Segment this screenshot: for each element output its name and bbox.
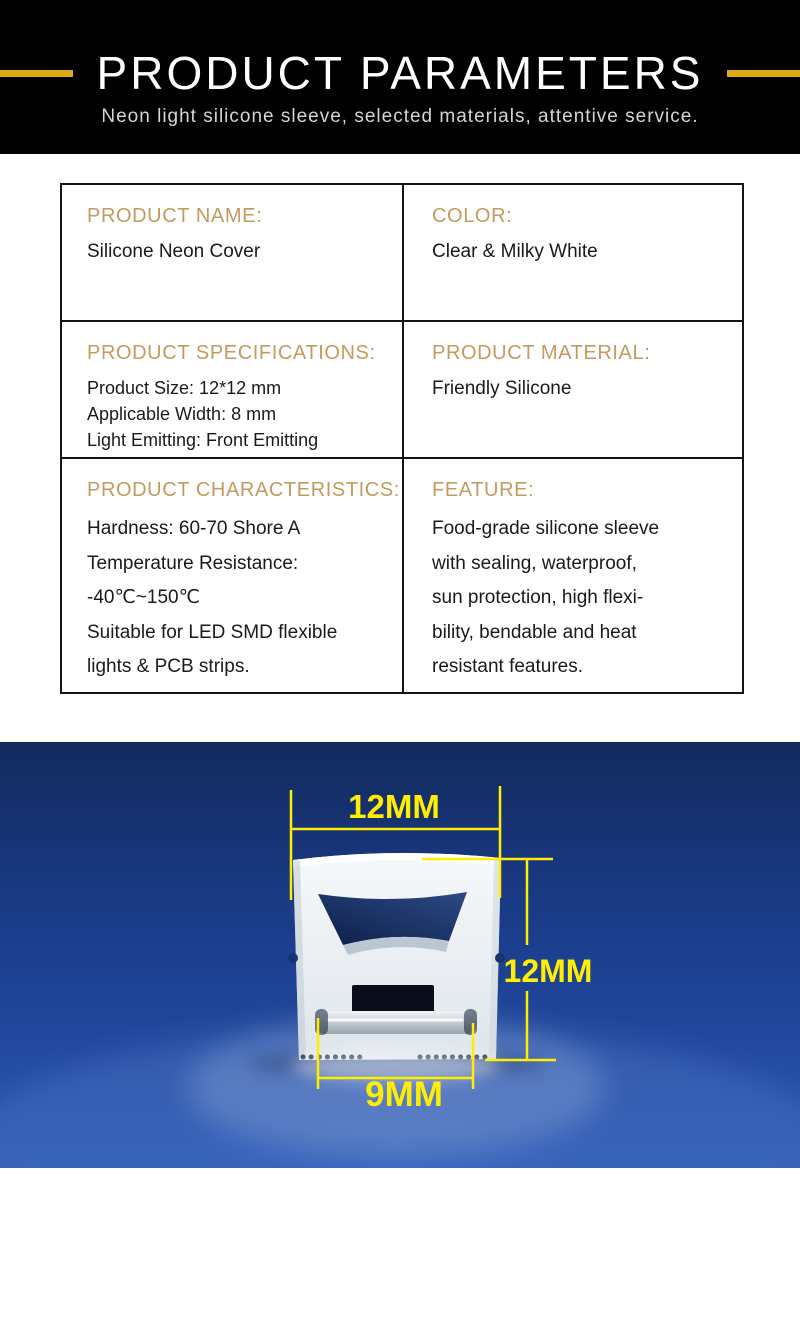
specifications-heading: PRODUCT SPECIFICATIONS: <box>87 342 376 364</box>
spec-emitting: Light Emitting: Front Emitting <box>87 430 319 450</box>
spec-size: Product Size: 12*12 mm <box>87 378 282 398</box>
color-heading: COLOR: <box>432 205 513 227</box>
cell-feature <box>402 459 742 692</box>
parameters-table <box>60 183 744 694</box>
product-name-heading: PRODUCT NAME: <box>87 205 263 227</box>
feature-line-5: resistant features. <box>432 656 584 677</box>
feature-line-3: sun protection, high flexi- <box>432 587 644 608</box>
pcb-strip <box>316 1011 477 1034</box>
feature-heading: FEATURE: <box>432 479 535 501</box>
page-subtitle: Neon light silicone sleeve, selected materials, attentive service. <box>101 106 699 127</box>
title-row <box>0 47 800 99</box>
dim-top-width-label: 12MM <box>348 788 440 825</box>
product-slot <box>352 985 434 1014</box>
product-name-value: Silicone Neon Cover <box>87 241 261 262</box>
material-heading: PRODUCT MATERIAL: <box>432 342 651 364</box>
char-suitable-2: lights & PCB strips. <box>87 656 250 677</box>
char-temp-range: -40℃~150℃ <box>87 587 200 608</box>
dim-side-height-label: 12MM <box>503 953 593 989</box>
char-hardness: Hardness: 60-70 Shore A <box>87 518 301 539</box>
page-header <box>0 0 800 154</box>
notch-left <box>288 953 298 963</box>
strip-shadow-right <box>464 1009 477 1035</box>
char-suitable-1: Suitable for LED SMD flexible <box>87 621 338 643</box>
spec-width: Applicable Width: 8 mm <box>87 404 277 424</box>
title-dash-left <box>0 70 73 77</box>
product-photo-canvas <box>0 742 800 1168</box>
cell-material <box>402 322 742 459</box>
cell-characteristics <box>62 459 402 692</box>
feature-line-1: Food-grade silicone sleeve <box>432 518 660 539</box>
page-title: PRODUCT PARAMETERS <box>96 47 704 99</box>
material-value: Friendly Silicone <box>432 378 572 399</box>
dim-bottom-width-label: 9MM <box>365 1075 443 1114</box>
title-dash-right <box>727 70 800 77</box>
characteristics-heading: PRODUCT CHARACTERISTICS: <box>87 479 400 501</box>
cell-color <box>402 185 742 322</box>
cell-product-name <box>62 185 402 322</box>
color-value: Clear & Milky White <box>432 241 598 262</box>
char-temp-label: Temperature Resistance: <box>87 552 299 574</box>
feature-line-4: bility, bendable and heat <box>432 621 637 643</box>
product-photo <box>0 742 800 1168</box>
product-window <box>318 892 467 945</box>
feature-line-2: with sealing, waterproof, <box>432 552 637 574</box>
cell-specifications <box>62 322 402 459</box>
